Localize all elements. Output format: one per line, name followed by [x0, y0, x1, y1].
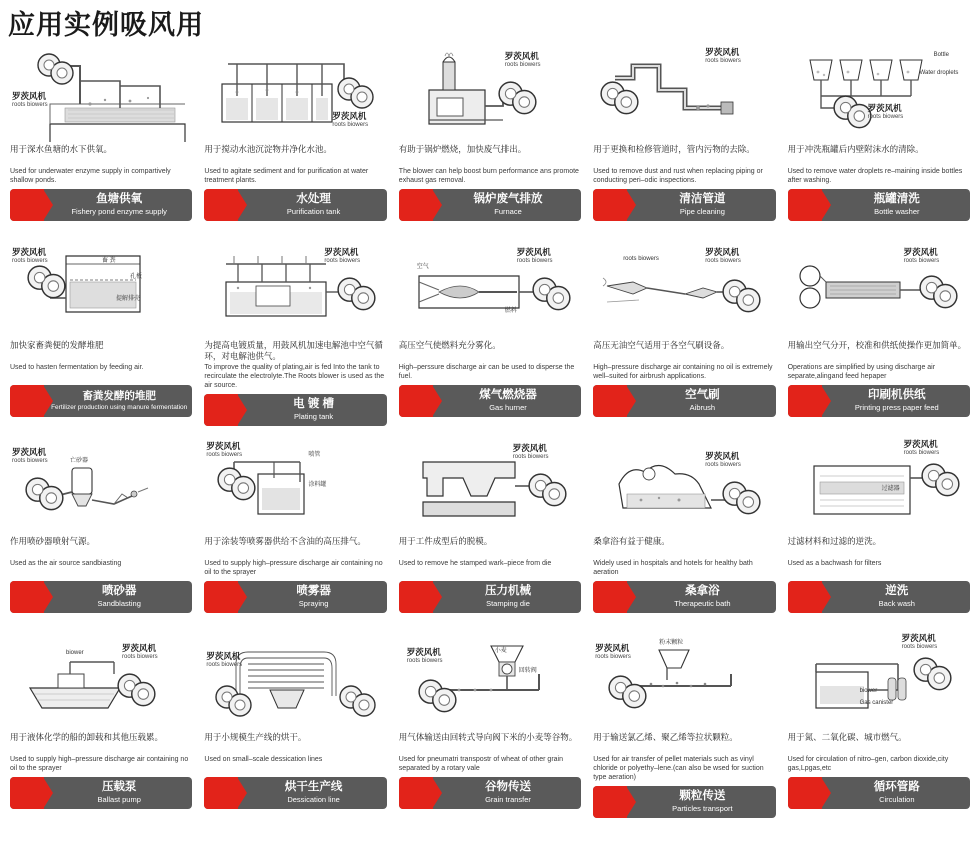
card-desc-en: The blower can help boost burn performance ans promote exhaust gas removal.: [398, 168, 579, 184]
banner-accent: [788, 581, 822, 613]
annotation-wheat: 小麦: [494, 648, 507, 654]
diagram-spraying: [204, 438, 386, 534]
card-banner[interactable]: [593, 385, 775, 417]
card-sandblasting[interactable]: [6, 438, 196, 634]
annotation-gas-canister: Gas canister: [859, 700, 894, 706]
diagram-stamping-die: [399, 438, 581, 534]
banner-accent: [399, 581, 433, 613]
banner-accent: [788, 777, 822, 809]
diagram-airbrush: [593, 242, 775, 338]
banner-accent: [788, 189, 822, 221]
roots-blower-icon: [531, 276, 565, 310]
roots-blower-icon: [336, 276, 370, 310]
annotation-roots-biowers: roots biowers: [623, 256, 659, 262]
banner-title-en: Sandblasting: [97, 599, 141, 608]
roots-blower-icon: [336, 76, 370, 110]
card-desc-en: Used to hasten fermentation by feeding air.: [10, 364, 144, 371]
card-banner[interactable]: [399, 581, 581, 613]
card-desc-cn: 用气体输送由回转式导向阀下米的小麦等谷物。: [398, 732, 578, 742]
card-desc-cn: 用于氮、二氧化碳、城市燃气。: [787, 732, 907, 742]
card-banner[interactable]: [399, 189, 581, 221]
blower-label: 罗茨风机 roots biowers: [705, 47, 741, 64]
banner-accent: [593, 189, 627, 221]
roots-blower-icon: [26, 264, 60, 298]
card-desc-en: Used as a bachwash for filters: [787, 560, 882, 567]
card-paper-feed[interactable]: [784, 242, 974, 438]
card-banner[interactable]: [10, 385, 192, 417]
banner-title-en: Fishery pond enzyme supply: [71, 207, 167, 216]
banner-title-en: Fertilizer production using manure fermentation: [51, 404, 188, 411]
card-banner[interactable]: [788, 777, 970, 809]
card-desc-en: Used as the air source sandbiasting: [10, 560, 122, 567]
card-desc-en: Used for circulation of nitro–gen, carbon dioxide,city gas,Lpgas,etc: [787, 756, 949, 772]
banner-title-cn: 压力机械: [484, 585, 531, 597]
annotation-discharge: 提解排壳: [116, 296, 141, 302]
card-desc-cn: 用于液体化学的船的卸载和其他压载累。: [10, 732, 164, 742]
diagram-furnace: [399, 46, 581, 142]
roots-blower-icon: [599, 80, 633, 114]
banner-title-cn: 印刷机供纸: [868, 389, 926, 401]
banner-accent: [10, 777, 44, 809]
blower-label: 罗茨风机 roots biowers: [901, 633, 938, 650]
banner-title-en: Grain transfer: [485, 795, 531, 804]
card-banner[interactable]: [593, 786, 775, 818]
diagram-plating-tank: [204, 242, 386, 338]
roots-blower-icon: [920, 462, 954, 496]
annotation-air: 空气: [416, 264, 429, 270]
diagram-bottle-washer: [788, 46, 970, 142]
card-desc-en: Widely used in hospitals and hotels for healthy bath aeration: [593, 560, 753, 576]
card-banner[interactable]: [10, 581, 192, 613]
banner-title-en: Therapeutic bath: [674, 599, 731, 608]
annotation-fuel: 燃料: [504, 308, 517, 314]
annotation-filter: 过滤器: [881, 486, 900, 492]
blower-label: 罗茨风机 roots biowers: [12, 447, 48, 464]
card-desc-en: Operations are simplified by using discharge air separate,alingand feed hepaper: [787, 364, 936, 380]
card-banner[interactable]: [788, 189, 970, 221]
banner-title-cn: 清洁管道: [679, 193, 726, 205]
card-banner[interactable]: [204, 581, 386, 613]
diagram-pipe-cleaning: [593, 46, 775, 142]
banner-accent: [10, 189, 44, 221]
card-banner[interactable]: [204, 394, 386, 426]
blower-label: 罗茨风机 roots biowers: [595, 643, 631, 660]
banner-title-en: Purification tank: [286, 207, 341, 216]
card-desc-en: To improve the quality of plating,air is fed Into the tank to recirculate the electrolyte.The Roots blower is used as the air source.: [204, 364, 385, 389]
banner-accent: [204, 581, 238, 613]
banner-title-en: Spraying: [298, 599, 329, 608]
card-desc-en: Used for air transfer of pellet materials such as vinyl chloride or polyethy–lene.(can also be wsed for suction type aeration): [593, 756, 764, 781]
blower-label: 罗茨风机 roots biowers: [504, 51, 541, 68]
card-desc-cn: 为提高电镀质量，用鼓风机加速电解池中空气循环，对电解池供气。: [204, 340, 383, 361]
diagram-dessication-line: [204, 634, 386, 730]
banner-title-en: Dessication line: [287, 795, 340, 804]
banner-title-en: Furnace: [494, 207, 522, 216]
card-banner[interactable]: [593, 581, 775, 613]
banner-title-cn: 桑拿浴: [685, 585, 720, 597]
card-dessication-line[interactable]: [200, 634, 390, 830]
card-particles-transport[interactable]: [589, 634, 779, 830]
card-desc-cn: 用于搅动水池沉淀物并净化水池。: [204, 144, 332, 154]
card-desc-cn: 用输出空气分开，校准和供纸使操作更加简单。: [787, 340, 967, 350]
card-banner[interactable]: [10, 189, 192, 221]
roots-blower-icon: [338, 684, 372, 718]
blower-label: 罗茨风机 roots biowers: [903, 439, 940, 456]
blower-label: 罗茨风机 roots biowers: [206, 441, 243, 458]
card-banner[interactable]: [399, 777, 581, 809]
card-bottle-washer[interactable]: [784, 46, 974, 242]
blower-label: 罗茨风机 roots biowers: [12, 247, 48, 264]
banner-title-en: Bottle washer: [874, 207, 920, 216]
roots-blower-icon: [721, 480, 755, 514]
diagram-back-wash: [788, 438, 970, 534]
banner-title-en: Stamping die: [486, 599, 530, 608]
card-desc-cn: 用于涂装等喷雾器供给不含油的高压排气。: [204, 536, 366, 546]
annotation-biower: biower: [66, 650, 84, 656]
card-banner[interactable]: [204, 777, 386, 809]
diagram-ballast-pump: [10, 634, 192, 730]
card-desc-cn: 用于深水鱼塘的水下供氧。: [10, 144, 113, 154]
banner-title-en: Ballast pump: [97, 795, 141, 804]
card-ballast-pump[interactable]: [6, 634, 196, 830]
banner-title-cn: 颗粒传送: [679, 790, 726, 802]
card-fertilizer[interactable]: [6, 242, 196, 438]
card-desc-en: Used to agitate sediment and for purification at water treatment plants.: [204, 168, 369, 184]
banner-title-cn: 循环管路: [873, 781, 920, 793]
annotation-paint-tank: 涂料罐: [308, 482, 327, 488]
blower-label: 罗茨风机 roots biowers: [206, 651, 243, 668]
card-fishery-pond[interactable]: [6, 46, 196, 242]
card-desc-en: Used to supply high–pressure discharge air containing no oil to the sprayer: [10, 756, 189, 772]
annotation-manure: 畜 粪: [102, 258, 116, 264]
banner-accent: [204, 777, 238, 809]
annotation-spray-pipe: 喷管: [308, 452, 321, 458]
blower-label: 罗茨风机 roots biowers: [516, 247, 553, 264]
banner-title-en: Plating tank: [293, 412, 334, 421]
card-pipe-cleaning[interactable]: [589, 46, 779, 242]
diagram-gas-burner: [399, 242, 581, 338]
blower-label: 罗茨风机 roots biowers: [12, 91, 48, 108]
card-airbrush[interactable]: [589, 242, 779, 438]
banner-title-cn: 煤气燃烧器: [479, 389, 537, 401]
banner-accent: [593, 385, 627, 417]
card-desc-cn: 桑拿浴有益于健康。: [593, 536, 670, 546]
roots-blower-icon: [527, 472, 561, 506]
card-back-wash[interactable]: [784, 438, 974, 634]
diagram-grain-transfer: [399, 634, 581, 730]
diagram-therapeutic-bath: [593, 438, 775, 534]
banner-title-cn: 电 镀 槽: [293, 398, 335, 410]
banner-title-en: Printing press paper feed: [854, 403, 939, 412]
roots-blower-icon: [214, 684, 248, 718]
banner-title-en: Pipe cleaning: [679, 207, 725, 216]
card-desc-cn: 用于更换和检修管道时，管内污物的去除。: [593, 144, 755, 154]
banner-title-cn: 喷砂器: [101, 585, 137, 597]
banner-accent: [204, 394, 238, 426]
card-stamping-die[interactable]: [395, 438, 585, 634]
card-banner[interactable]: [10, 777, 192, 809]
card-desc-en: Used for pneumatri transpostr of wheat of other grain separated by a rotary vale: [398, 756, 563, 772]
annotation-sand-device: 亡砂器: [70, 458, 89, 464]
card-banner[interactable]: [399, 385, 581, 417]
banner-title-cn: 谷物传送: [484, 781, 531, 793]
blower-label: 罗茨风机 roots biowers: [406, 647, 443, 664]
banner-accent: [593, 581, 627, 613]
card-desc-en: Used on small–scale dessication lines: [204, 756, 323, 763]
card-desc-cn: 加快家畜粪便的发酵堆肥: [10, 340, 104, 350]
card-banner[interactable]: [204, 189, 386, 221]
diagram-fertilizer: [10, 242, 192, 338]
banner-accent: [788, 385, 822, 417]
card-desc-cn: 有助于锅炉燃烧，加快废气排出。: [398, 144, 527, 154]
banner-title-cn: 空气刷: [685, 389, 720, 401]
card-spraying[interactable]: [200, 438, 390, 634]
banner-title-cn: 喷雾器: [296, 585, 331, 597]
card-desc-cn: 过滤材料和过滤的逆洗。: [787, 536, 882, 546]
card-desc-en: High–perssure discharge air can be used to disperse the fuel.: [398, 364, 575, 380]
card-desc-cn: 作用喷砂器喷射气源。: [10, 536, 96, 546]
banner-title-cn: 水处理: [296, 193, 331, 205]
banner-title-cn: 瓶罐清洗: [873, 193, 920, 205]
blower-label: 罗茨风机 roots biowers: [903, 247, 940, 264]
diagram-fishery-pond: [10, 46, 192, 142]
blower-label: 罗茨风机 roots biowers: [705, 247, 741, 264]
banner-title-en: Particles transport: [672, 804, 733, 813]
card-furnace[interactable]: [395, 46, 585, 242]
diagram-paper-feed: [788, 242, 970, 338]
banner-accent: [10, 385, 44, 417]
blower-label: 罗茨风机 roots biowers: [122, 643, 158, 660]
banner-title-en: Circulation: [879, 795, 915, 804]
annotation-perforated-plate: 孔板: [130, 274, 143, 280]
roots-blower-icon: [497, 80, 531, 114]
blower-label: 罗茨风机 roots biowers: [332, 111, 369, 128]
annotation-water-droplets: Water droplets: [919, 70, 959, 76]
banner-title-cn: 锅炉废气排放: [473, 193, 543, 205]
banner-accent: [593, 786, 627, 818]
roots-blower-icon: [912, 656, 946, 690]
blower-label: 罗茨风机 roots biowers: [705, 451, 741, 468]
banner-title-cn: 逆洗: [885, 585, 909, 597]
banner-title-cn: 鱼塘供氧: [96, 193, 143, 205]
card-desc-cn: 高压无油空气适用于各空气刷设备。: [593, 340, 730, 350]
card-desc-en: Used to remove he stamped wark–piece from die: [398, 560, 552, 567]
page-title: 应用实例吸风用: [8, 10, 204, 40]
card-circulation[interactable]: [784, 634, 974, 830]
card-desc-en: Used to supply high–pressure discharge air containing no oil to the sprayer: [204, 560, 383, 576]
card-banner[interactable]: [788, 581, 970, 613]
roots-blower-icon: [216, 466, 250, 500]
banner-title-cn: 烘干生产线: [284, 781, 343, 793]
banner-accent: [10, 581, 44, 613]
banner-accent: [204, 189, 238, 221]
blower-label: 罗茨风机 roots biowers: [867, 103, 904, 120]
banner-accent: [399, 385, 433, 417]
card-gas-burner[interactable]: [395, 242, 585, 438]
card-desc-en: Used for underwater enzyme supply in compartively shallow ponds.: [10, 168, 171, 184]
diagram-sandblasting: [10, 438, 192, 534]
card-grain-transfer[interactable]: [395, 634, 585, 830]
card-desc-cn: 用于输送氯乙烯、聚乙烯等拉状颗粒。: [593, 732, 738, 742]
diagram-particles-transport: [593, 634, 775, 730]
card-desc-cn: 用于小规模生产线的烘干。: [204, 732, 307, 742]
diagram-purification-tank: [204, 46, 386, 142]
card-desc-en: High–pressure discharge air containing no oil is extremely well–suited for airbrush applications.: [593, 364, 773, 380]
banner-title-en: Back wash: [878, 599, 915, 608]
card-banner[interactable]: [788, 385, 970, 417]
annotation-rotary-valve: 回转阀: [518, 668, 537, 674]
card-desc-en: Used to remove dust and rust when replacing piping or conducting peri–odic inspections.: [593, 168, 763, 184]
annotation-bottle: Bottle: [933, 52, 949, 58]
card-desc-cn: 用于工件成型后的脱模。: [398, 536, 493, 546]
annotation-biower: biower: [859, 688, 878, 694]
blower-label: 罗茨风机 roots biowers: [512, 443, 549, 460]
banner-title-cn: 压载泵: [101, 781, 137, 793]
annotation-powder-particles: 粉末颗粒: [659, 640, 684, 646]
card-banner[interactable]: [593, 189, 775, 221]
card-desc-cn: 用于冲洗瓶罐后内壁附沫水的清除。: [787, 144, 924, 154]
blower-label: 罗茨风机 roots biowers: [324, 247, 361, 264]
roots-blower-icon: [607, 674, 641, 708]
card-desc-cn: 高压空气使燃料充分雾化。: [398, 340, 501, 350]
card-desc-en: Used to remove water droplets re–maining inside bottles after washing.: [787, 168, 963, 184]
roots-blower-icon: [24, 476, 58, 510]
banner-title-en: Gas hurner: [489, 403, 527, 412]
banner-title-en: Aibrush: [689, 403, 716, 412]
diagram-circulation: [788, 634, 970, 730]
card-therapeutic-bath[interactable]: [589, 438, 779, 634]
roots-blower-icon: [721, 278, 755, 312]
roots-blower-icon: [918, 274, 952, 308]
roots-blower-icon: [116, 672, 150, 706]
card-purification-tank[interactable]: [200, 46, 390, 242]
roots-blower-icon: [36, 52, 70, 86]
roots-blower-icon: [417, 678, 451, 712]
banner-title-cn: 畜粪发酵的堆肥: [82, 390, 156, 402]
application-grid: [0, 42, 980, 830]
banner-accent: [399, 189, 433, 221]
card-plating-tank[interactable]: [200, 242, 390, 438]
banner-accent: [399, 777, 433, 809]
roots-blower-icon: [832, 94, 866, 128]
